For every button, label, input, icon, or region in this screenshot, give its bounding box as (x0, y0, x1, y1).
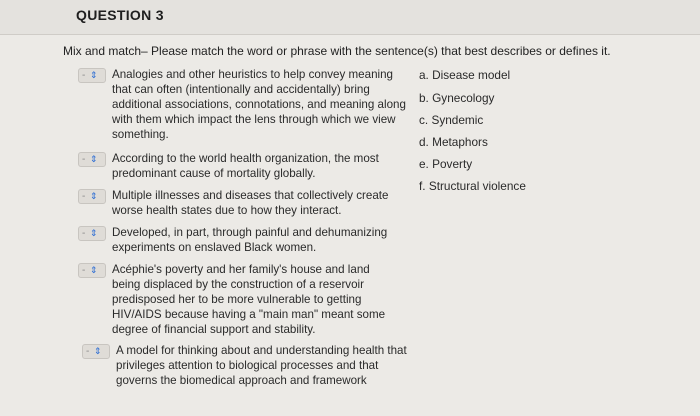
match-item-text: Analogies and other heuristics to help convey meaning that can often (intentionally and accidentally) bring additional associations, connotations, and meaning along with them which impact the lens through which we view something. (112, 68, 406, 141)
option-a (419, 68, 510, 82)
option-text: Poverty (432, 157, 473, 171)
match-item-text: A model for thinking about and understanding health that privileges attention to biological processes and that governs the biomedical approach and framework (116, 344, 407, 387)
match-select-5[interactable] (78, 263, 106, 278)
option-text: Syndemic (431, 113, 484, 127)
match-item-1 (78, 67, 412, 142)
match-select-4[interactable] (78, 226, 106, 241)
option-text: Disease model (432, 68, 511, 82)
up-down-chevron-icon: ⇕ (90, 191, 98, 201)
option-text: Metaphors (432, 135, 488, 149)
select-value: - (82, 154, 86, 165)
question-title: QUESTION 3 (76, 7, 164, 23)
option-f (419, 179, 526, 193)
match-item-4 (78, 225, 407, 255)
select-value: - (86, 346, 90, 357)
up-down-chevron-icon: ⇕ (90, 265, 98, 275)
option-text: Structural violence (428, 179, 526, 193)
match-item-text: Multiple illnesses and diseases that collectively create worse health states due to how they interact. (112, 189, 389, 217)
option-b (419, 91, 494, 105)
select-value: - (82, 228, 86, 239)
option-letter: c. (419, 113, 429, 127)
match-select-3[interactable] (78, 189, 106, 204)
match-select-6[interactable] (82, 344, 110, 359)
select-value: - (82, 191, 86, 202)
up-down-chevron-icon: ⇕ (94, 346, 102, 356)
match-select-2[interactable] (78, 152, 106, 167)
option-c (419, 113, 483, 127)
match-item-text: Developed, in part, through painful and dehumanizing experiments on enslaved Black women. (112, 226, 388, 254)
match-item-text: Acéphie's poverty and her family's house and land being displaced by the construction of a reservoir predisposed her to be more vulnerable to getting HIV/AIDS because having a "main man" meant some degree of financial support and stability. (112, 263, 386, 336)
select-value: - (82, 70, 86, 81)
match-item-text: According to the world health organization, the most predominant cause of mortality globally. (112, 152, 379, 180)
up-down-chevron-icon: ⇕ (90, 228, 98, 238)
select-value: - (82, 265, 86, 276)
option-letter: d. (419, 135, 429, 149)
match-select-1[interactable] (78, 68, 106, 83)
up-down-chevron-icon: ⇕ (90, 70, 98, 80)
option-letter: b. (419, 91, 429, 105)
option-letter: e. (419, 157, 429, 171)
option-e (419, 157, 472, 171)
instructions: Mix and match– Please match the word or phrase with the sentence(s) that best describes or defines it. (63, 44, 611, 58)
option-text: Gynecology (432, 91, 495, 105)
match-item-3 (78, 188, 407, 218)
question-header (0, 0, 700, 35)
match-item-6 (82, 343, 411, 388)
option-letter: f. (419, 179, 426, 193)
option-letter: a. (419, 68, 429, 82)
match-item-2 (78, 151, 397, 181)
match-item-5 (78, 262, 397, 337)
option-d (419, 135, 488, 149)
up-down-chevron-icon: ⇕ (90, 154, 98, 164)
